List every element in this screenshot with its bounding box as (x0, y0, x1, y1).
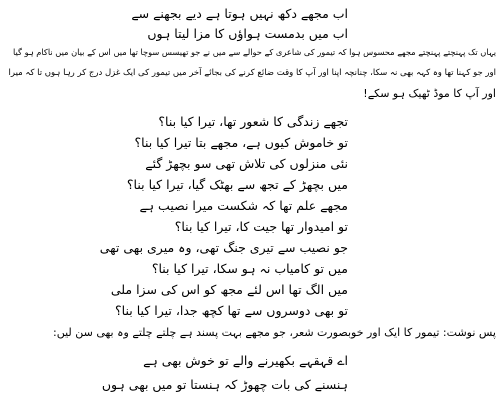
paragraph-line-3: اور آپ کا موڈ ٹھیک ہو سکے! (363, 87, 496, 100)
ghazal-line-10: تو بھی دوسروں سے تھا کچھ جدا، تیرا کیا بنا؟ (115, 303, 348, 318)
intro-couplet-line-2: اب میں بدمست ہواؤں کا مزا لیتا ہوں (147, 26, 348, 41)
ghazal-line-2: تو خاموش کیوں ہے، مجھے بتا تیرا کیا بنا؟ (134, 135, 348, 150)
intro-couplet-line-1: اب مجھے دکھ نہیں ہوتا ہے دیے بجھنے سے (131, 6, 348, 21)
postscript: پس نوشت: تیمور کا ایک اور خوبصورت شعر، جو مجھے بہت پسند ہے چلتے چلتے وہ بھی سن لیں: (52, 326, 496, 339)
final-couplet-line-1: اے قہقہے بکھیرنے والے تو خوش بھی ہے (143, 353, 348, 368)
ghazal-line-3: نئی منزلوں کی تلاش تھی سو بچھڑ گئے (145, 156, 348, 171)
ghazal-line-7: جو نصیب سے تیری جنگ تھی، وہ میری بھی تھی (99, 240, 348, 255)
ghazal-line-6: تو امیدوار تھا جیت کا، تیرا کیا بنا؟ (174, 219, 348, 234)
final-couplet-line-2: ہنسنے کی بات چھوڑ کہ ہنستا تو میں بھی ہوں (101, 377, 348, 392)
ghazal-line-9: میں الگ تھا اس لئے مجھ کو اس کی سزا ملی (110, 282, 348, 297)
ghazal-line-1: تجھے زندگی کا شعور تھا، تیرا کیا بنا؟ (158, 114, 348, 129)
paragraph-line-1: یہاں تک پہنچتے پہنچتے مجھے محسوس ہوا کہ تیمور کی شاعری کے حوالے سے میں نے جو تھیسس سوچا تھا میں اس کے بیان میں ناکام ہو گیا (13, 47, 496, 57)
paragraph-line-2: اور جو کہنا تھا وہ کہہ بھی نہ سکا، چنانچہ اپنا اور آپ کا وقت ضائع کرنے کی بجائے آخر میں تیمور کی ایک غزل درج کر رہا ہوں تا کہ میرا (8, 68, 496, 78)
ghazal-line-4: میں بچھڑ کے تجھ سے بھٹک گیا، تیرا کیا بنا؟ (126, 177, 348, 192)
ghazal-line-8: میں تو کامیاب نہ ہو سکا، تیرا کیا بنا؟ (151, 261, 348, 276)
ghazal-line-5: مجھے علم تھا کہ شکست میرا نصیب ہے (139, 198, 348, 213)
